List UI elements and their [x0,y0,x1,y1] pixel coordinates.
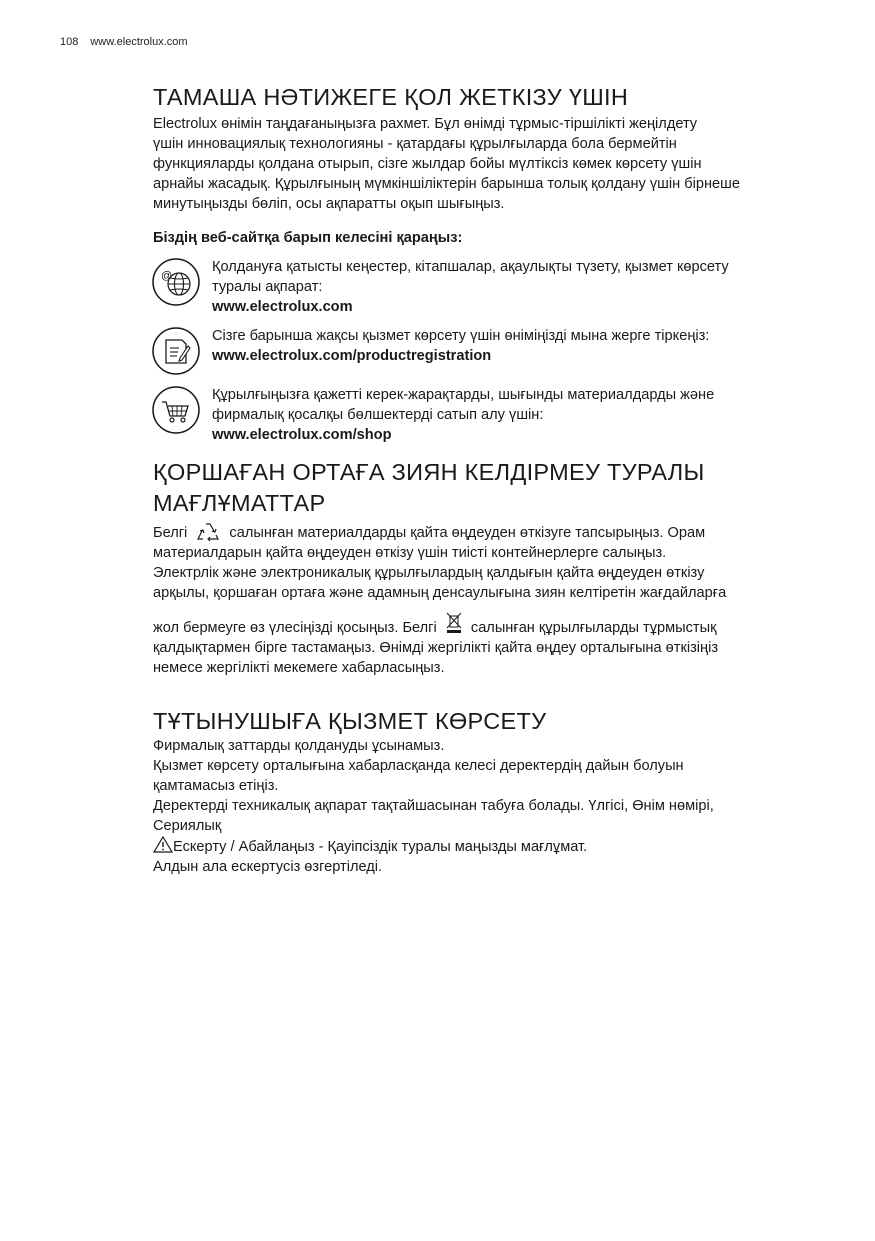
section-title-environment-line2: МАҒЛҰМАТТАР [153,490,326,516]
intro-paragraph [153,114,833,214]
notice-line: Алдын ала ескертусіз өзгертіледі. [153,859,383,875]
recycle-icon [195,521,221,543]
env-text: немесе жергілікті мекемеге хабарласыңыз. [153,660,445,676]
env-text: жол бермеуге өз үлесіңізді қосыңыз. Белгі [153,620,437,636]
env-text: салынған құрылғыларды тұрмыстық [470,620,717,636]
list-item-globe [153,257,833,317]
service-line: қамтамасыз етіңіз. [153,778,279,794]
list-item-shop [153,385,833,445]
link-registration[interactable]: www.electrolux.com/productregistration [212,348,492,364]
intro-line: Electrolux өнімін таңдағаныңызға рахмет. Бұл өнімді тұрмыс-тіршілікті жеңілдету [153,116,698,132]
intro-line: минутыңызды бөліп, осы ақпаратты оқып шығыңыз. [153,196,505,212]
warning-text: Ескерту / Абайлаңыз - Қауіпсіздік туралы маңызды мағлұмат. [173,839,588,855]
customer-service-section [153,708,833,877]
page-content [153,84,833,877]
section-title-results: ТАМАША НӘТИЖЕГЕ ҚОЛ ЖЕТКІЗУ ҮШІН [153,84,629,110]
env-text: Электрлік және электроникалық құрылғылардың қалдығын қайта өңдеуден өткізу [153,565,705,581]
link-website[interactable]: www.electrolux.com [212,299,353,315]
intro-line: арнайы жасадық. Құрылғының мүмкіншіліктерін барынша толық қолдану үшін бірнеше [153,176,740,192]
env-text: материалдарын қайта өңдеуден өткізу үшін тиісті контейнерлерге салыңыз. [153,545,667,561]
item-text: Қолдануға қатысты кеңестер, кітапшалар, ақаулықты түзету, қызмет көрсету [212,259,729,275]
service-line: Сериялық [153,818,222,834]
page-number: 108 [60,36,79,48]
list-item-registration [153,326,833,376]
svg-text:@: @ [161,270,173,282]
env-text: қалдықтармен бірге тастамаңыз. Өнімді жергілікті қайта өңдеу орталығына өткізіңіз [153,640,719,656]
service-line: Фирмалық заттарды қолдануды ұсынамыз. [153,738,445,754]
env-text: арқылы, қоршаған ортаға және адамның денсаулығына зиян келтіретін жағдайларға [153,585,727,601]
service-line: Деректерді техникалық ақпарат тақтайшасынан табуға болады. Үлгісі, Өнім нөмірі, [153,798,714,814]
section-title-environment: ҚОРШАҒАН ОРТАҒА ЗИЯН КЕЛДІРМЕУ ТУРАЛЫ [153,459,705,485]
link-shop[interactable]: www.electrolux.com/shop [212,427,392,443]
visit-heading: Біздің веб-сайтқа барып келесіні қараңыз: [153,230,463,246]
warning-icon [153,836,173,853]
item-text: Сізге барынша жақсы қызмет көрсету үшін өніміңізді мына жерге тіркеңіз: [212,328,710,344]
intro-line: үшін инновациялық технологияны - қатардағы құрылғыларда бола бермейтін [153,136,677,152]
service-line: Қызмет көрсету орталығына хабарласқанда келесі деректердің дайын болуын [153,758,684,774]
environment-section [153,459,833,678]
cart-icon [151,385,201,435]
env-text: салынған материалдарды қайта өңдеуден өткізуге тапсырыңыз. Орам [229,525,706,541]
crossed-bin-icon [445,611,463,635]
registration-icon [151,326,201,376]
header-website[interactable]: www.electrolux.com [90,36,188,48]
env-text: Белгі [153,525,188,541]
section-title-customer-service: ТҰТЫНУШЫҒА ҚЫЗМЕТ КӨРСЕТУ [153,708,547,734]
item-text: Құрылғыңызға қажетті керек-жарақтарды, шығынды материалдарды және [212,387,715,403]
page-header [60,36,200,48]
item-text: туралы ақпарат: [212,279,323,295]
item-text: фирмалық қосалқы бөлшектерді сатып алу үшін: [212,407,544,423]
globe-icon [151,257,201,307]
intro-line: функцияларды қолдана отырып, сізге жылдар бойы мүлтіксіз көмек көрсету үшін [153,156,702,172]
